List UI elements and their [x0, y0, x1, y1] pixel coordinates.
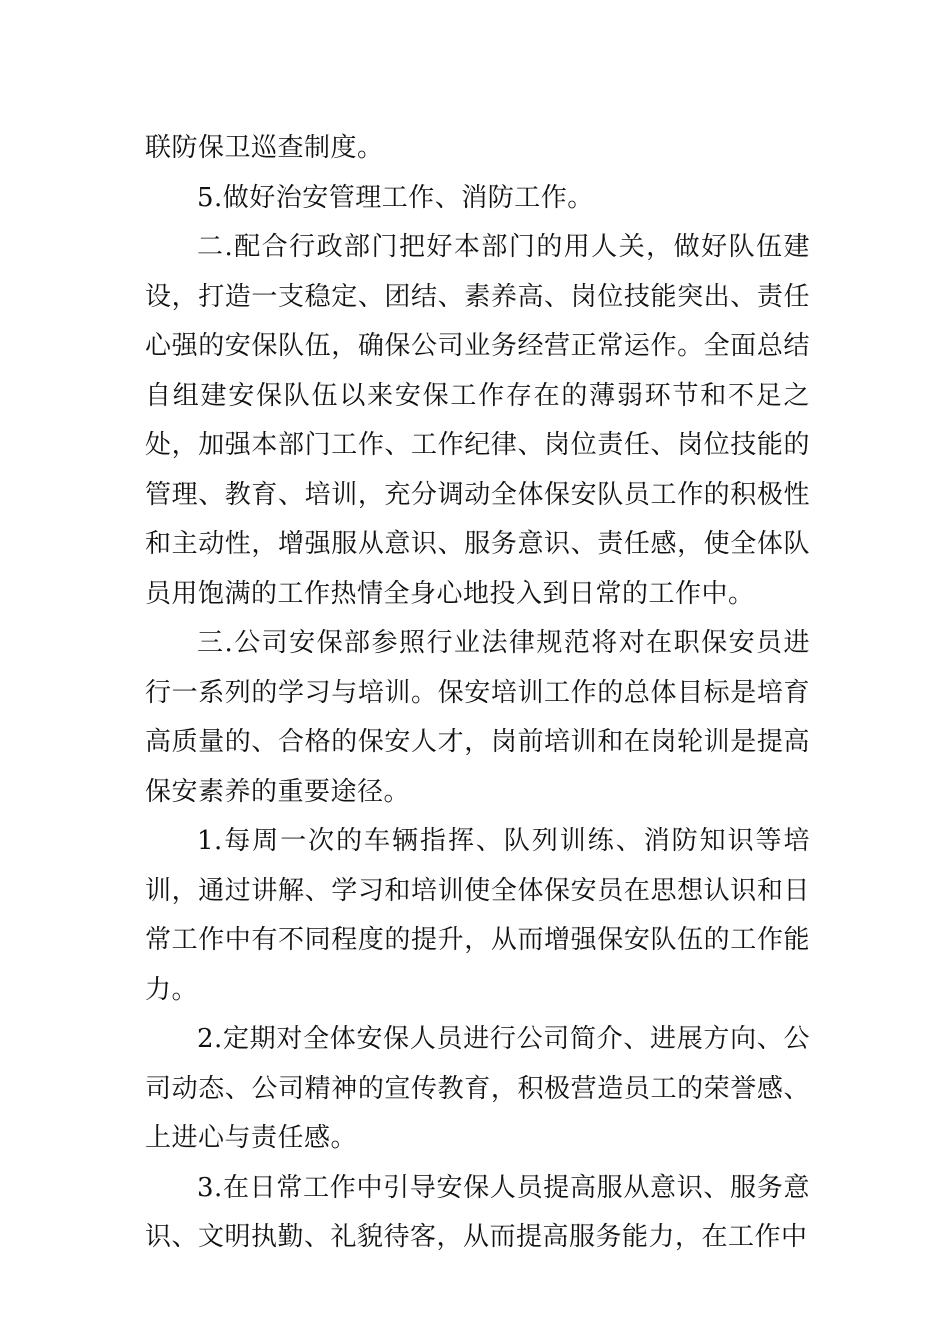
paragraph-3: 二.配合行政部门把好本部门的用人关，做好队伍建设，打造一支稳定、团结、素养高、岗位技能突出、责任心强的安保队伍，确保公司业务经营正常运作。全面总结自组建安保队伍以来安保工作存在的薄弱环节和不足之处，加强本部门工作、工作纪律、岗位责任、岗位技能的管理、教育、培训，充分调动全体保安队员工作的积极性和主动性，增强服从意识、服务意识、责任感，使全体队员用饱满的工作热情全身心地投入到日常的工作中。	[145, 232, 810, 609]
document-page	[145, 124, 810, 1263]
paragraph-2: 5.做好治安管理工作、消防工作。	[197, 182, 594, 213]
paragraph-4: 三.公司安保部参照行业法律规范将对在职保安员进行一系列的学习与培训。保安培训工作的总体目标是培育高质量的、合格的保安人才，岗前培训和在岗轮训是提高保安素养的重要途径。	[145, 628, 810, 807]
paragraph-7: 3.在日常工作中引导安保人员提高服从意识、服务意识、文明执勤、礼貌待客，从而提高服务能力，在工作中	[145, 1172, 810, 1252]
paragraph-5: 1.每周一次的车辆指挥、队列训练、消防知识等培训，通过讲解、学习和培训使全体保安员在思想认识和日常工作中有不同程度的提升，从而增强保安队伍的工作能力。	[145, 826, 810, 1005]
paragraph-6: 2.定期对全体安保人员进行公司简介、进展方向、公司动态、公司精神的宣传教育，积极营造员工的荣誉感、上进心与责任感。	[145, 1024, 810, 1153]
paragraph-1: 联防保卫巡查制度。	[145, 133, 384, 163]
